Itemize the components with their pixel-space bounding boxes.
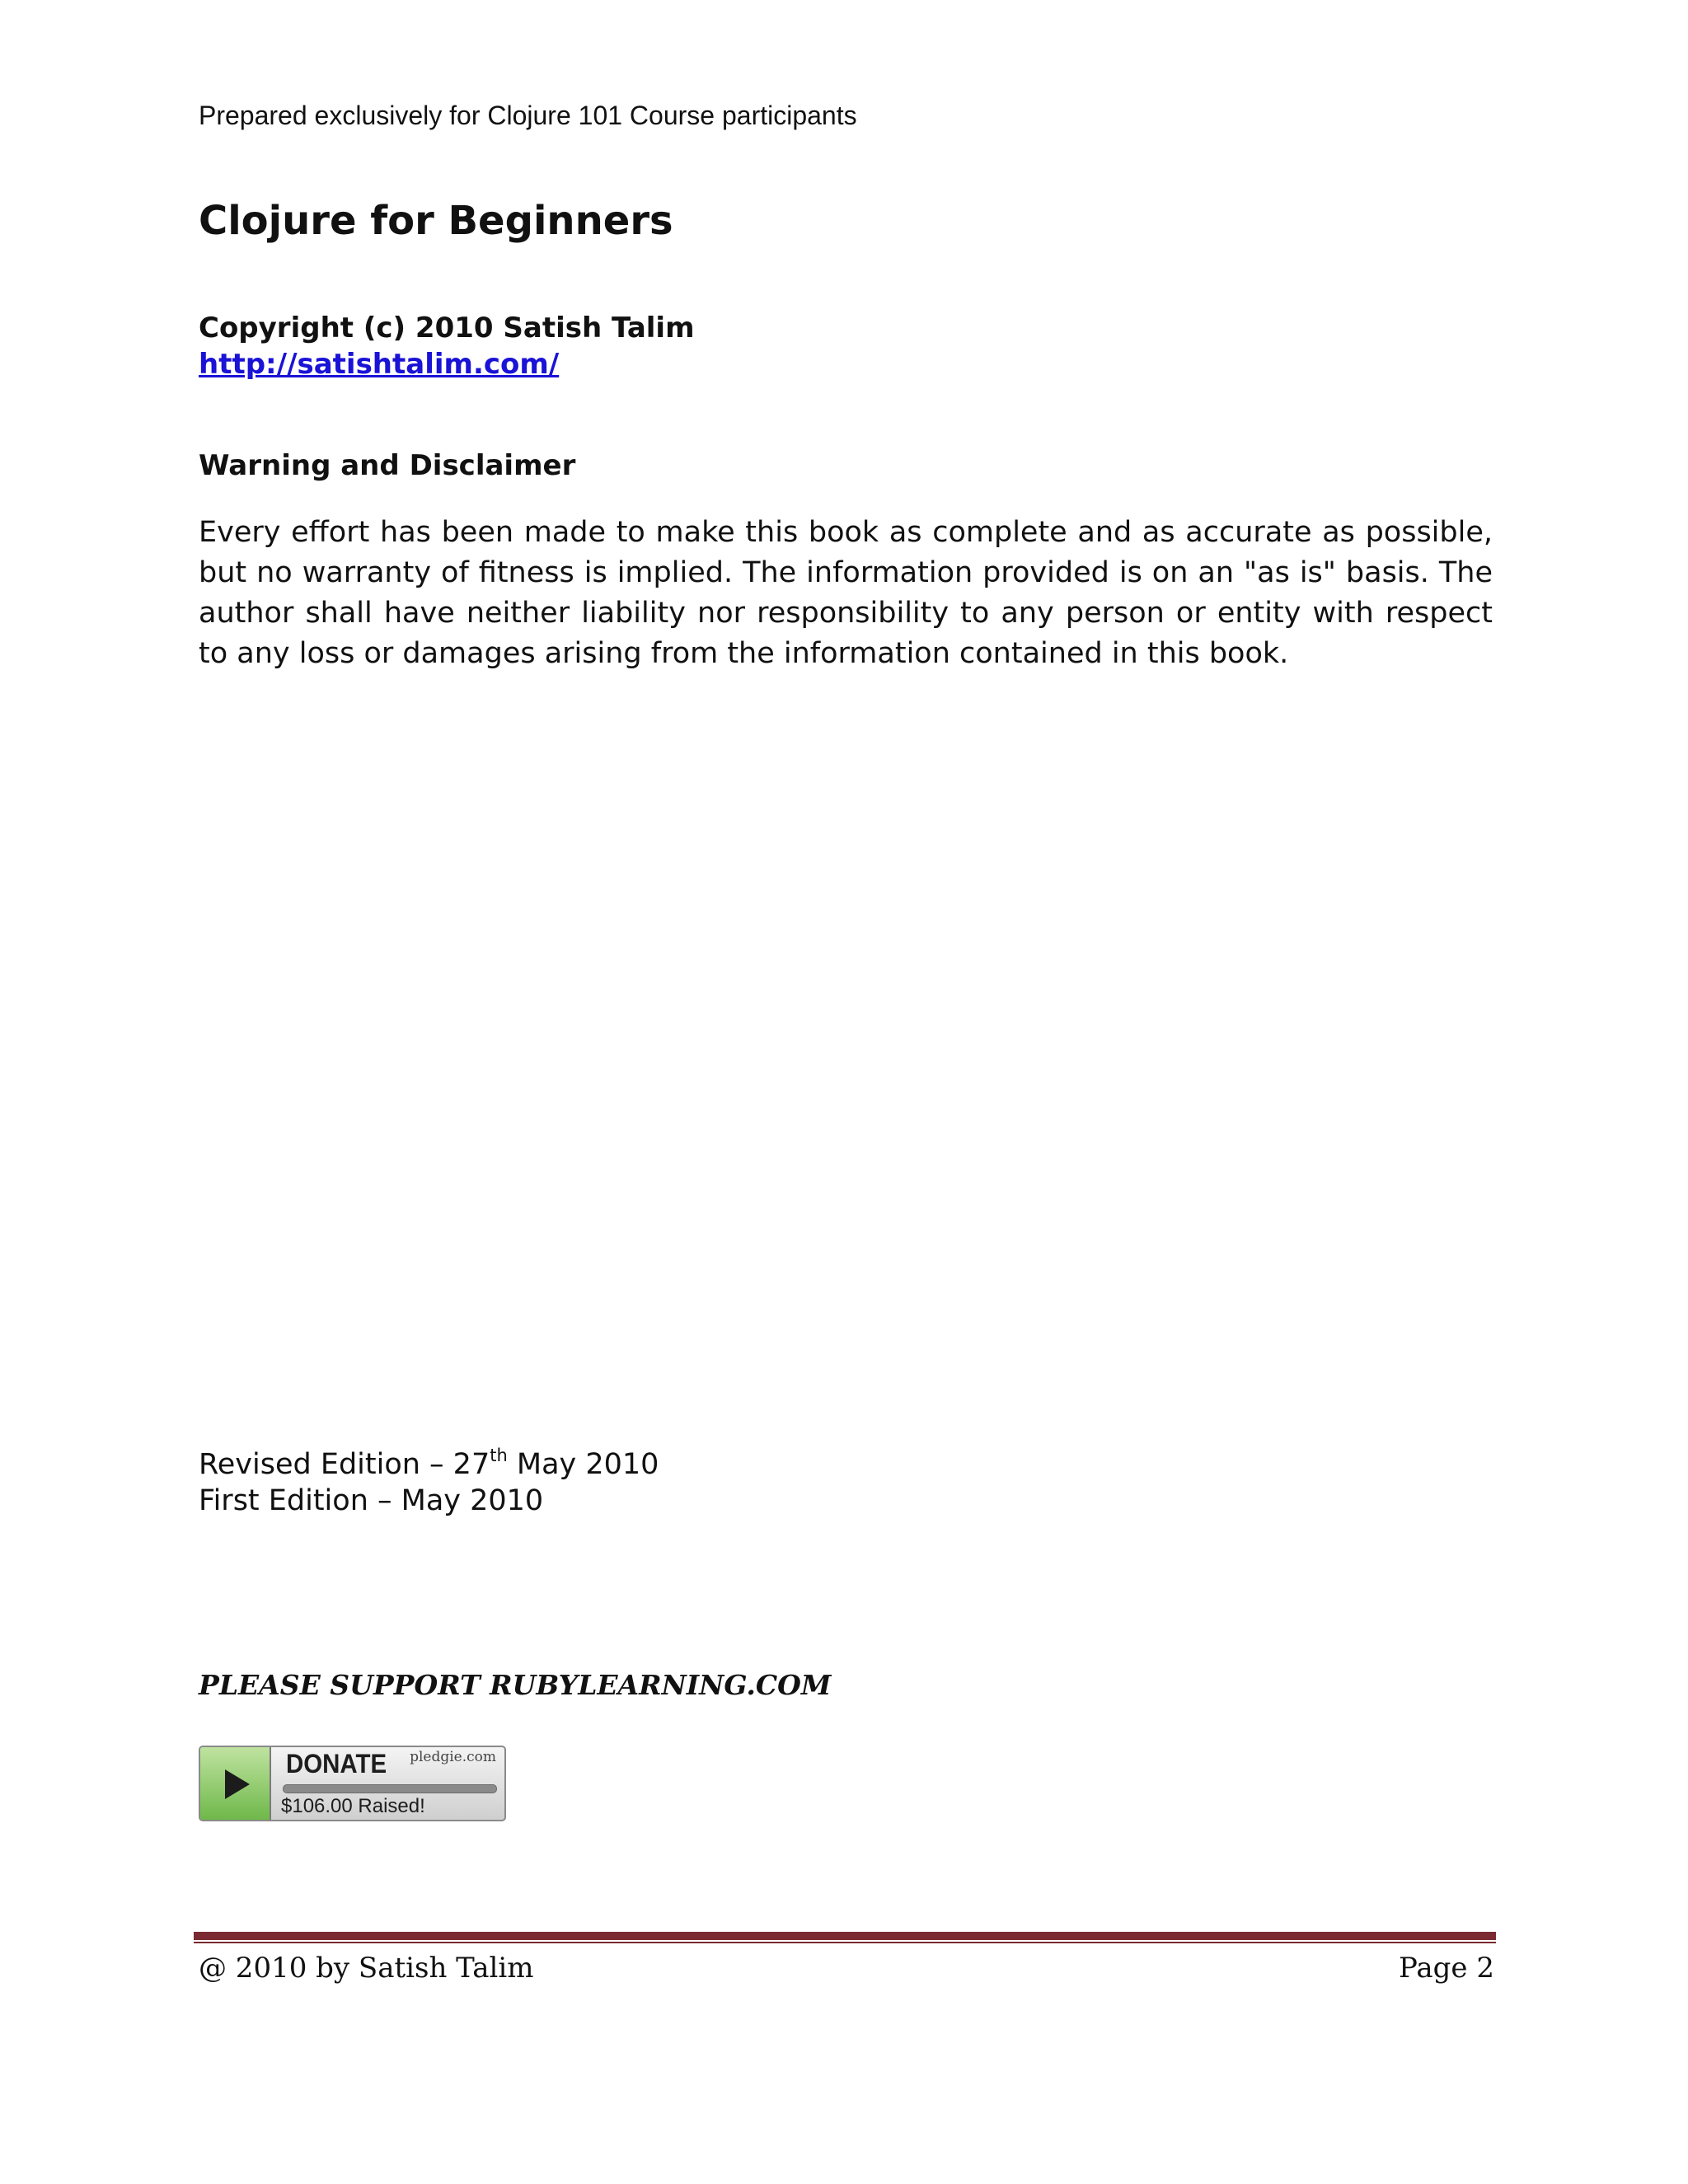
author-website-link[interactable]: http://satishtalim.com/: [199, 348, 560, 381]
disclaimer-paragraph: Every effort has been made to make this book as complete and as accurate as possible, but no warranty of fitness is implied. The information provided is on an "as is" basis. The author shall have neither liability nor responsibility to any person or entity with respect to any loss or damages arising from the information contained in this book.: [199, 516, 1493, 670]
revised-edition-ordinal: th: [490, 1446, 508, 1465]
donate-button[interactable]: [199, 1746, 506, 1821]
donate-brand: pledgie.com: [410, 1749, 496, 1765]
donate-label: DONATE: [286, 1749, 387, 1779]
first-edition-line: First Edition – May 2010: [199, 1484, 544, 1517]
footer-rule: [194, 1932, 1496, 1940]
footer-copyright: @ 2010 by Satish Talim: [199, 1952, 534, 1985]
page-number: Page 2: [1399, 1952, 1494, 1985]
copyright-line: Copyright (c) 2010 Satish Talim: [199, 312, 695, 344]
play-icon: [225, 1769, 250, 1799]
support-heading: PLEASE SUPPORT RUBYLEARNING.COM: [199, 1669, 832, 1701]
revised-edition-prefix: Revised Edition – 27: [199, 1448, 490, 1481]
donate-raised-amount: $106.00 Raised!: [281, 1795, 425, 1817]
revised-edition-line: [199, 1448, 659, 1481]
book-title: Clojure for Beginners: [199, 198, 673, 244]
donate-progress-bar: [283, 1784, 497, 1793]
header-note: Prepared exclusively for Clojure 101 Course participants: [199, 101, 857, 130]
footer-rule-thin: [194, 1942, 1496, 1943]
warning-heading: Warning and Disclaimer: [199, 449, 576, 482]
play-panel: [200, 1747, 271, 1820]
revised-edition-suffix: May 2010: [507, 1448, 659, 1481]
